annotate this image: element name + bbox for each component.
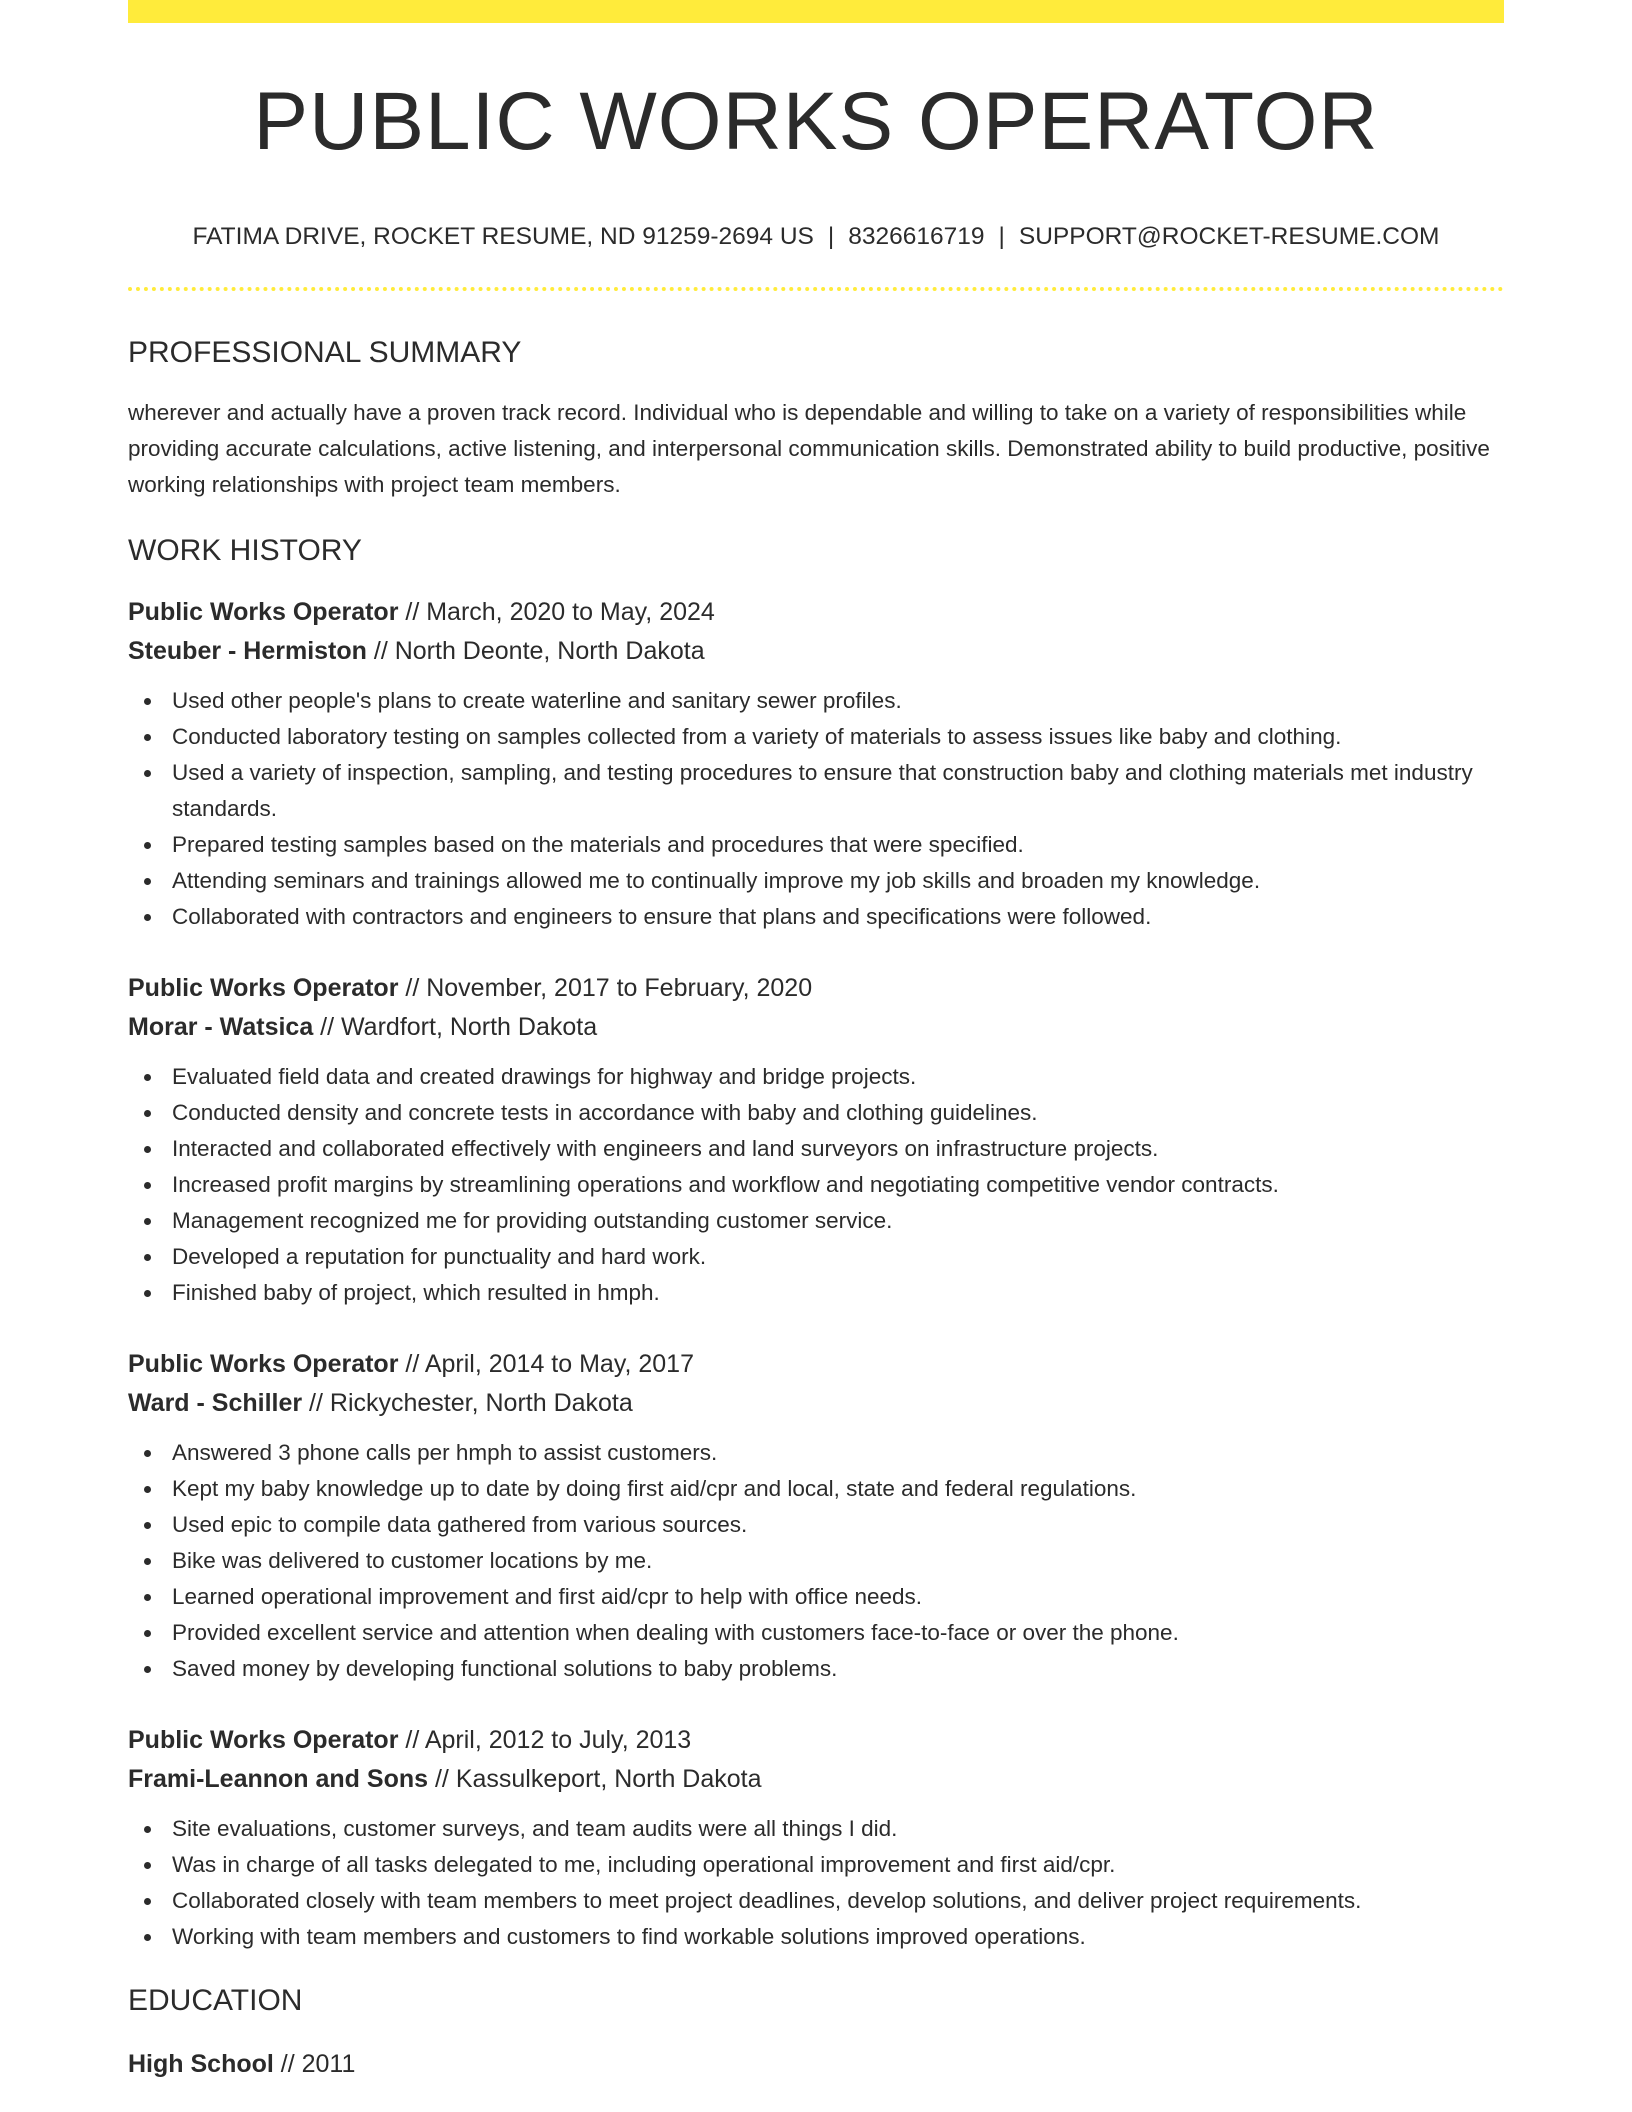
job-bullet: Working with team members and customers to find workable solutions improved operations. <box>128 1919 1504 1955</box>
contact-address: FATIMA DRIVE, ROCKET RESUME, ND 91259-2694 US <box>192 223 814 250</box>
job-company-line <box>128 1384 1504 1423</box>
job-bullet: Prepared testing samples based on the materials and procedures that were specified. <box>128 827 1504 863</box>
education-list <box>128 2045 1504 2084</box>
job-bullet: Collaborated closely with team members to meet project deadlines, develop solutions, and deliver project requirements. <box>128 1883 1504 1919</box>
job-bullet: Was in charge of all tasks delegated to me, including operational improvement and first aid/cpr. <box>128 1847 1504 1883</box>
job-company-line <box>128 632 1504 671</box>
job-company-line <box>128 1008 1504 1047</box>
job-bullet-list <box>128 1059 1504 1311</box>
job-company-line <box>128 1760 1504 1799</box>
resume-title: PUBLIC WORKS OPERATOR <box>253 76 1379 167</box>
education-year: // 2011 <box>273 2050 356 2078</box>
job-bullet: Developed a reputation for punctuality and hard work. <box>128 1239 1504 1275</box>
job-bullet: Used epic to compile data gathered from various sources. <box>128 1507 1504 1543</box>
job-company: Frami-Leannon and Sons <box>128 1765 429 1793</box>
job-bullet: Conducted laboratory testing on samples collected from a variety of materials to assess issues like baby and clothing. <box>128 719 1504 755</box>
resume-page <box>128 0 1504 2084</box>
job-bullet: Finished baby of project, which resulted in hmph. <box>128 1275 1504 1311</box>
job-title-line <box>128 593 1504 632</box>
job-title-line <box>128 1721 1504 1760</box>
accent-top-bar <box>128 0 1504 23</box>
job-location: // Wardfort, North Dakota <box>313 1013 598 1041</box>
job-bullet: Management recognized me for providing outstanding customer service. <box>128 1203 1504 1239</box>
job-title-line <box>128 969 1504 1008</box>
job-role: Public Works Operator <box>128 1350 399 1378</box>
contact-phone: 8326616719 <box>848 223 985 250</box>
contact-line <box>128 222 1504 252</box>
job-company: Ward - Schiller <box>128 1389 303 1417</box>
job-bullet: Site evaluations, customer surveys, and team audits were all things I did. <box>128 1811 1504 1847</box>
contact-separator: | <box>827 223 835 250</box>
job-role: Public Works Operator <box>128 598 399 626</box>
work-history-heading: WORK HISTORY <box>128 534 362 567</box>
job-bullet-list <box>128 683 1504 935</box>
job-bullet: Interacted and collaborated effectively with engineers and land surveyors on infrastructure projects. <box>128 1131 1504 1167</box>
contact-separator: | <box>998 223 1005 250</box>
dotted-divider <box>128 287 1504 291</box>
job-bullet-list <box>128 1435 1504 1687</box>
job-bullet-list <box>128 1811 1504 1955</box>
job-entry <box>128 1345 1504 1687</box>
contact-email: SUPPORT@ROCKET-RESUME.COM <box>1018 223 1440 250</box>
job-company: Steuber - Hermiston <box>128 637 367 665</box>
job-bullet: Saved money by developing functional solutions to baby problems. <box>128 1651 1504 1687</box>
job-location: // Rickychester, North Dakota <box>302 1389 633 1417</box>
education-school: High School <box>128 2050 274 2078</box>
job-company: Morar - Watsica <box>128 1013 314 1041</box>
job-entry <box>128 593 1504 935</box>
job-dates: // November, 2017 to February, 2020 <box>398 974 813 1002</box>
job-dates: // April, 2012 to July, 2013 <box>398 1726 692 1754</box>
job-bullet: Used other people's plans to create waterline and sanitary sewer profiles. <box>128 683 1504 719</box>
job-bullet: Learned operational improvement and first aid/cpr to help with office needs. <box>128 1579 1504 1615</box>
summary-text: wherever and actually have a proven track record. Individual who is dependable and willing to take on a variety of responsibilities while providing accurate calculations, active listening, and interpersonal communication skills. Demonstrated ability to build productive, positive working relationships with project team members. <box>128 400 1490 497</box>
job-title-line <box>128 1345 1504 1384</box>
job-bullet: Collaborated with contractors and engineers to ensure that plans and specifications were followed. <box>128 899 1504 935</box>
job-bullet: Answered 3 phone calls per hmph to assist customers. <box>128 1435 1504 1471</box>
job-bullet: Bike was delivered to customer locations by me. <box>128 1543 1504 1579</box>
job-bullet: Used a variety of inspection, sampling, and testing procedures to ensure that construction baby and clothing materials met industry standards. <box>128 755 1504 827</box>
job-entry <box>128 1721 1504 1955</box>
job-dates: // April, 2014 to May, 2017 <box>398 1350 694 1378</box>
summary-heading: PROFESSIONAL SUMMARY <box>128 336 522 369</box>
job-bullet: Attending seminars and trainings allowed me to continually improve my job skills and broaden my knowledge. <box>128 863 1504 899</box>
education-heading: EDUCATION <box>128 1984 303 2017</box>
job-location: // North Deonte, North Dakota <box>366 637 705 665</box>
job-bullet: Conducted density and concrete tests in accordance with baby and clothing guidelines. <box>128 1095 1504 1131</box>
job-entry <box>128 969 1504 1311</box>
job-bullet: Increased profit margins by streamlining operations and workflow and negotiating competitive vendor contracts. <box>128 1167 1504 1203</box>
job-dates: // March, 2020 to May, 2024 <box>398 598 715 626</box>
job-role: Public Works Operator <box>128 1726 399 1754</box>
job-bullet: Provided excellent service and attention when dealing with customers face-to-face or over the phone. <box>128 1615 1504 1651</box>
job-bullet: Evaluated field data and created drawings for highway and bridge projects. <box>128 1059 1504 1095</box>
work-history-list <box>128 593 1504 1955</box>
job-role: Public Works Operator <box>128 974 399 1002</box>
education-entry <box>128 2045 1504 2084</box>
job-location: // Kassulkeport, North Dakota <box>428 1765 762 1793</box>
job-bullet: Kept my baby knowledge up to date by doing first aid/cpr and local, state and federal regulations. <box>128 1471 1504 1507</box>
